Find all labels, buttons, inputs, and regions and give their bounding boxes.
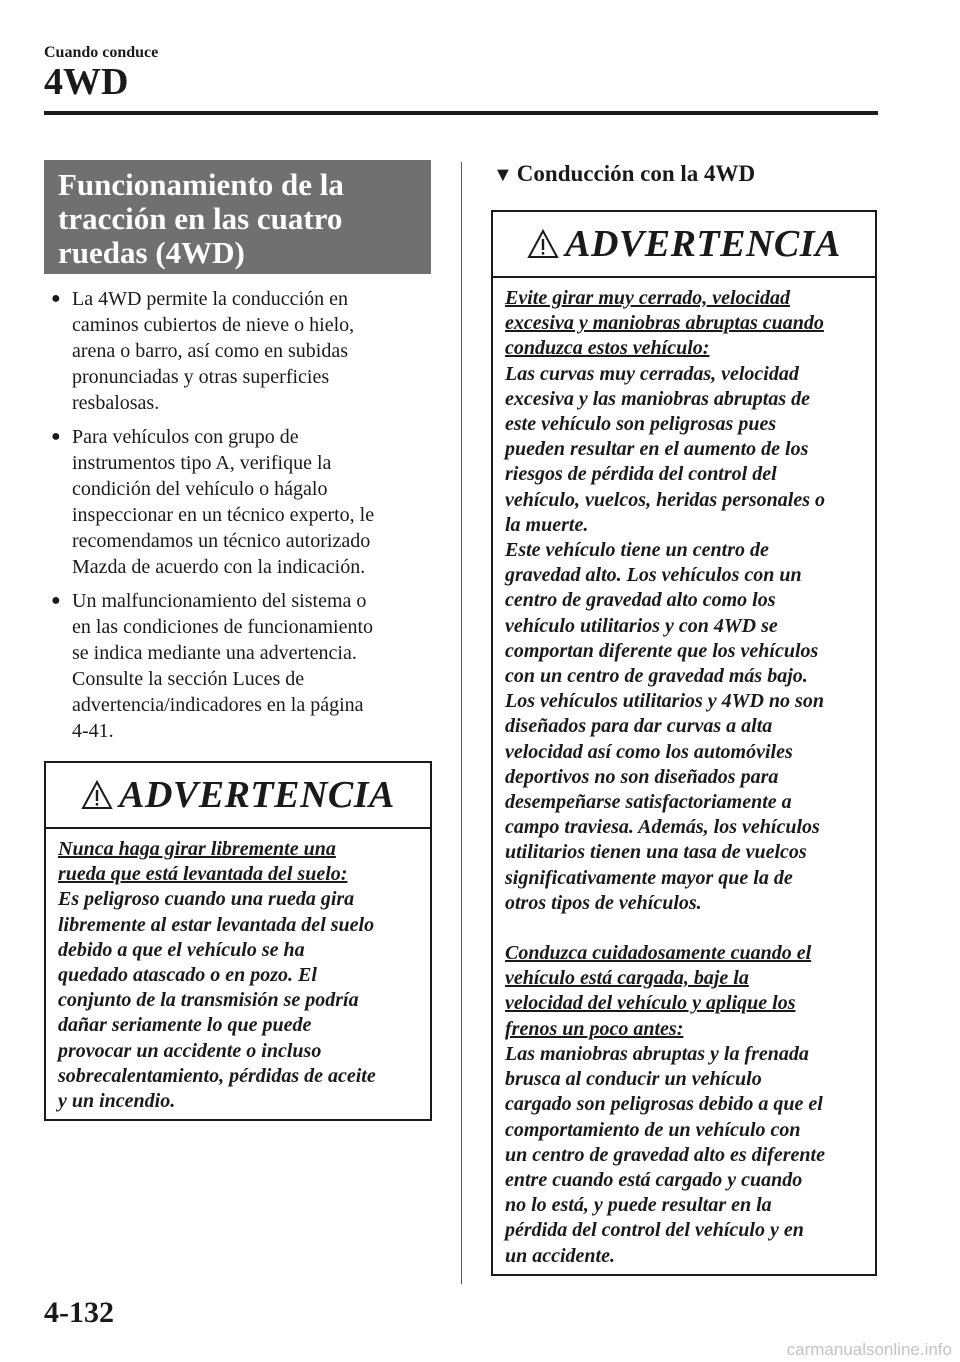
header-section-label: Cuando conduce [44,44,159,61]
warning-box-left [44,761,432,1121]
warning-text-line: otros tipos de vehículos. [505,891,702,914]
warning-title: ADVERTENCIA [565,223,841,265]
warning-text-line: desempeñarse satisfactoriamente a [505,791,792,814]
warning-text-line: pueden resultar en el aumento de los [505,438,809,461]
bullet-dot-icon: ● [51,290,61,307]
section-banner [44,160,431,274]
warning-heading-line: rueda que está levantada del suelo: [58,863,348,886]
bullet-line: se indica mediante una advertencia. [72,642,357,664]
bullet-line: Un malfuncionamiento del sistema o [72,590,367,612]
watermark: carmanualsonline.info [786,1340,952,1359]
bullet-line: caminos cubiertos de nieve o hielo, [72,314,355,336]
warning-heading-line: frenos un poco antes: [505,1017,684,1040]
warning-triangle-icon [527,229,559,259]
warning-text-line: Los vehículos utilitarios y 4WD no son [505,690,824,713]
warning-text-line: sobrecalentamiento, pérdidas de aceite [58,1064,376,1087]
warning-text-line: no lo está, y puede resultar en la [505,1194,772,1217]
warning-text-line: dañar seriamente lo que puede [58,1014,312,1037]
bullet-line: inspeccionar en un técnico experto, le [72,504,375,526]
warning-title: ADVERTENCIA [119,774,395,816]
bullet-list [48,286,432,752]
bullet-item [48,286,432,416]
banner-line: tracción en las cuatro [58,201,343,236]
bullet-line: 4-41. [72,720,114,742]
bullet-line: en las condiciones de funcionamiento [72,616,374,638]
warning-text-line: deportivos no son diseñados para [505,765,779,788]
warning-heading-line: Conduzca cuidadosamente cuando el [505,942,812,965]
warning-text-line: provocar un accidente o incluso [58,1039,322,1062]
bullet-line: instrumentos tipo A, verifique la [72,452,332,474]
warning-text-line: Las curvas muy cerradas, velocidad [505,362,799,385]
warning-text-line: Las maniobras abruptas y la frenada [505,1042,809,1065]
warning-heading-line: vehículo está cargada, baje la [505,967,749,990]
warning-text-line: significativamente mayor que la de [505,866,793,889]
warning-text-line: quedado atascado o en pozo. El [58,964,317,987]
warning-text-line: debido a que el vehículo se ha [58,938,305,961]
warning-heading-line: Nunca haga girar libremente una [58,838,336,860]
bullet-line: Consulte la sección Luces de [72,668,305,690]
warning-text-line: este vehículo son peligrosas pues [505,413,777,436]
bullet-line: pronunciadas y otras superficies [72,366,330,388]
warning-text-line: Este vehículo tiene un centro de [505,539,769,562]
warning-text-line: pérdida del control del vehículo y en [505,1219,804,1242]
banner-line: Funcionamiento de la [58,167,344,202]
warning-text-line: vehículo, vuelcos, heridas personales o [505,488,825,511]
bullet-dot-icon: ● [51,428,61,445]
bullet-dot-icon: ● [51,592,61,609]
warning-text-line: utilitarios tienen una tasa de vuelcos [505,841,807,864]
header-title: 4WD [44,61,129,103]
warning-text-line: riesgos de pérdida del control del [505,463,777,486]
bullet-item [48,588,432,744]
warning-text-line: libremente al estar levantada del suelo [58,913,375,936]
warning-heading-line: conduzca estos vehículo: [505,337,710,360]
warning-text-line: diseñados para dar curvas a alta [505,715,773,738]
warning-text-line: comportamiento de un vehículo con [505,1118,801,1141]
subheading-text: Conducción con la 4WD [516,161,756,186]
warning-body [493,278,875,1269]
warning-text-line: y un incendio. [58,1090,176,1113]
warning-text-line: velocidad así como los automóviles [505,740,793,763]
bullet-line: Para vehículos con grupo de [72,426,299,448]
header-rule [44,111,878,115]
warning-text-line: Es peligroso cuando una rueda gira [58,888,355,911]
warning-text-line: brusca al conducir un vehículo [505,1068,762,1091]
bullet-line: condición del vehículo o hágalo [72,478,328,500]
warning-text-line: comportan diferente que los vehículos [505,639,819,662]
warning-text-line: entre cuando está cargado y cuando [505,1168,803,1191]
bullet-line: resbalosas. [72,392,160,414]
bullet-line: advertencia/indicadores en la página [72,694,364,716]
page-number: 4-132 [44,1296,114,1329]
warning-box-right [491,210,877,1276]
warning-text-line: vehículo utilitarios y con 4WD se [505,614,778,637]
warning-text-line: campo traviesa. Además, los vehículos [505,816,820,839]
down-triangle-icon: ▼ [493,164,513,186]
bullet-item [48,424,432,580]
bullet-line: Mazda de acuerdo con la indicación. [72,556,366,578]
warning-text-line: cargado son peligrosas debido a que el [505,1093,823,1116]
warning-heading-line: Evite girar muy cerrado, velocidad [505,287,790,309]
warning-heading-line: excesiva y maniobras abruptas cuando [505,312,824,335]
warning-text-line: con un centro de gravedad más bajo. [505,665,808,688]
warning-text-line: la muerte. [505,513,589,536]
warning-text-line: conjunto de la transmisión se podría [58,989,359,1012]
warning-text-line: gravedad alto. Los vehículos con un [505,564,802,587]
subheading [493,160,755,189]
bullet-line: recomendamos un técnico autorizado [72,530,371,552]
paragraph-gap [505,916,875,941]
warning-heading-line: velocidad del vehículo y aplique los [505,992,796,1015]
bullet-line: arena o barro, así como en subidas [72,340,349,362]
warning-triangle-icon [81,780,113,810]
warning-body [46,829,430,1114]
column-divider [461,162,462,1284]
warning-header [46,763,430,829]
warning-text-line: centro de gravedad alto como los [505,589,776,612]
warning-text-line: excesiva y las maniobras abruptas de [505,387,810,410]
warning-header [493,212,875,278]
warning-text-line: un centro de gravedad alto es diferente [505,1143,825,1166]
banner-line: ruedas (4WD) [58,235,245,270]
warning-text-line: un accidente. [505,1244,615,1267]
bullet-line: La 4WD permite la conducción en [72,288,348,310]
